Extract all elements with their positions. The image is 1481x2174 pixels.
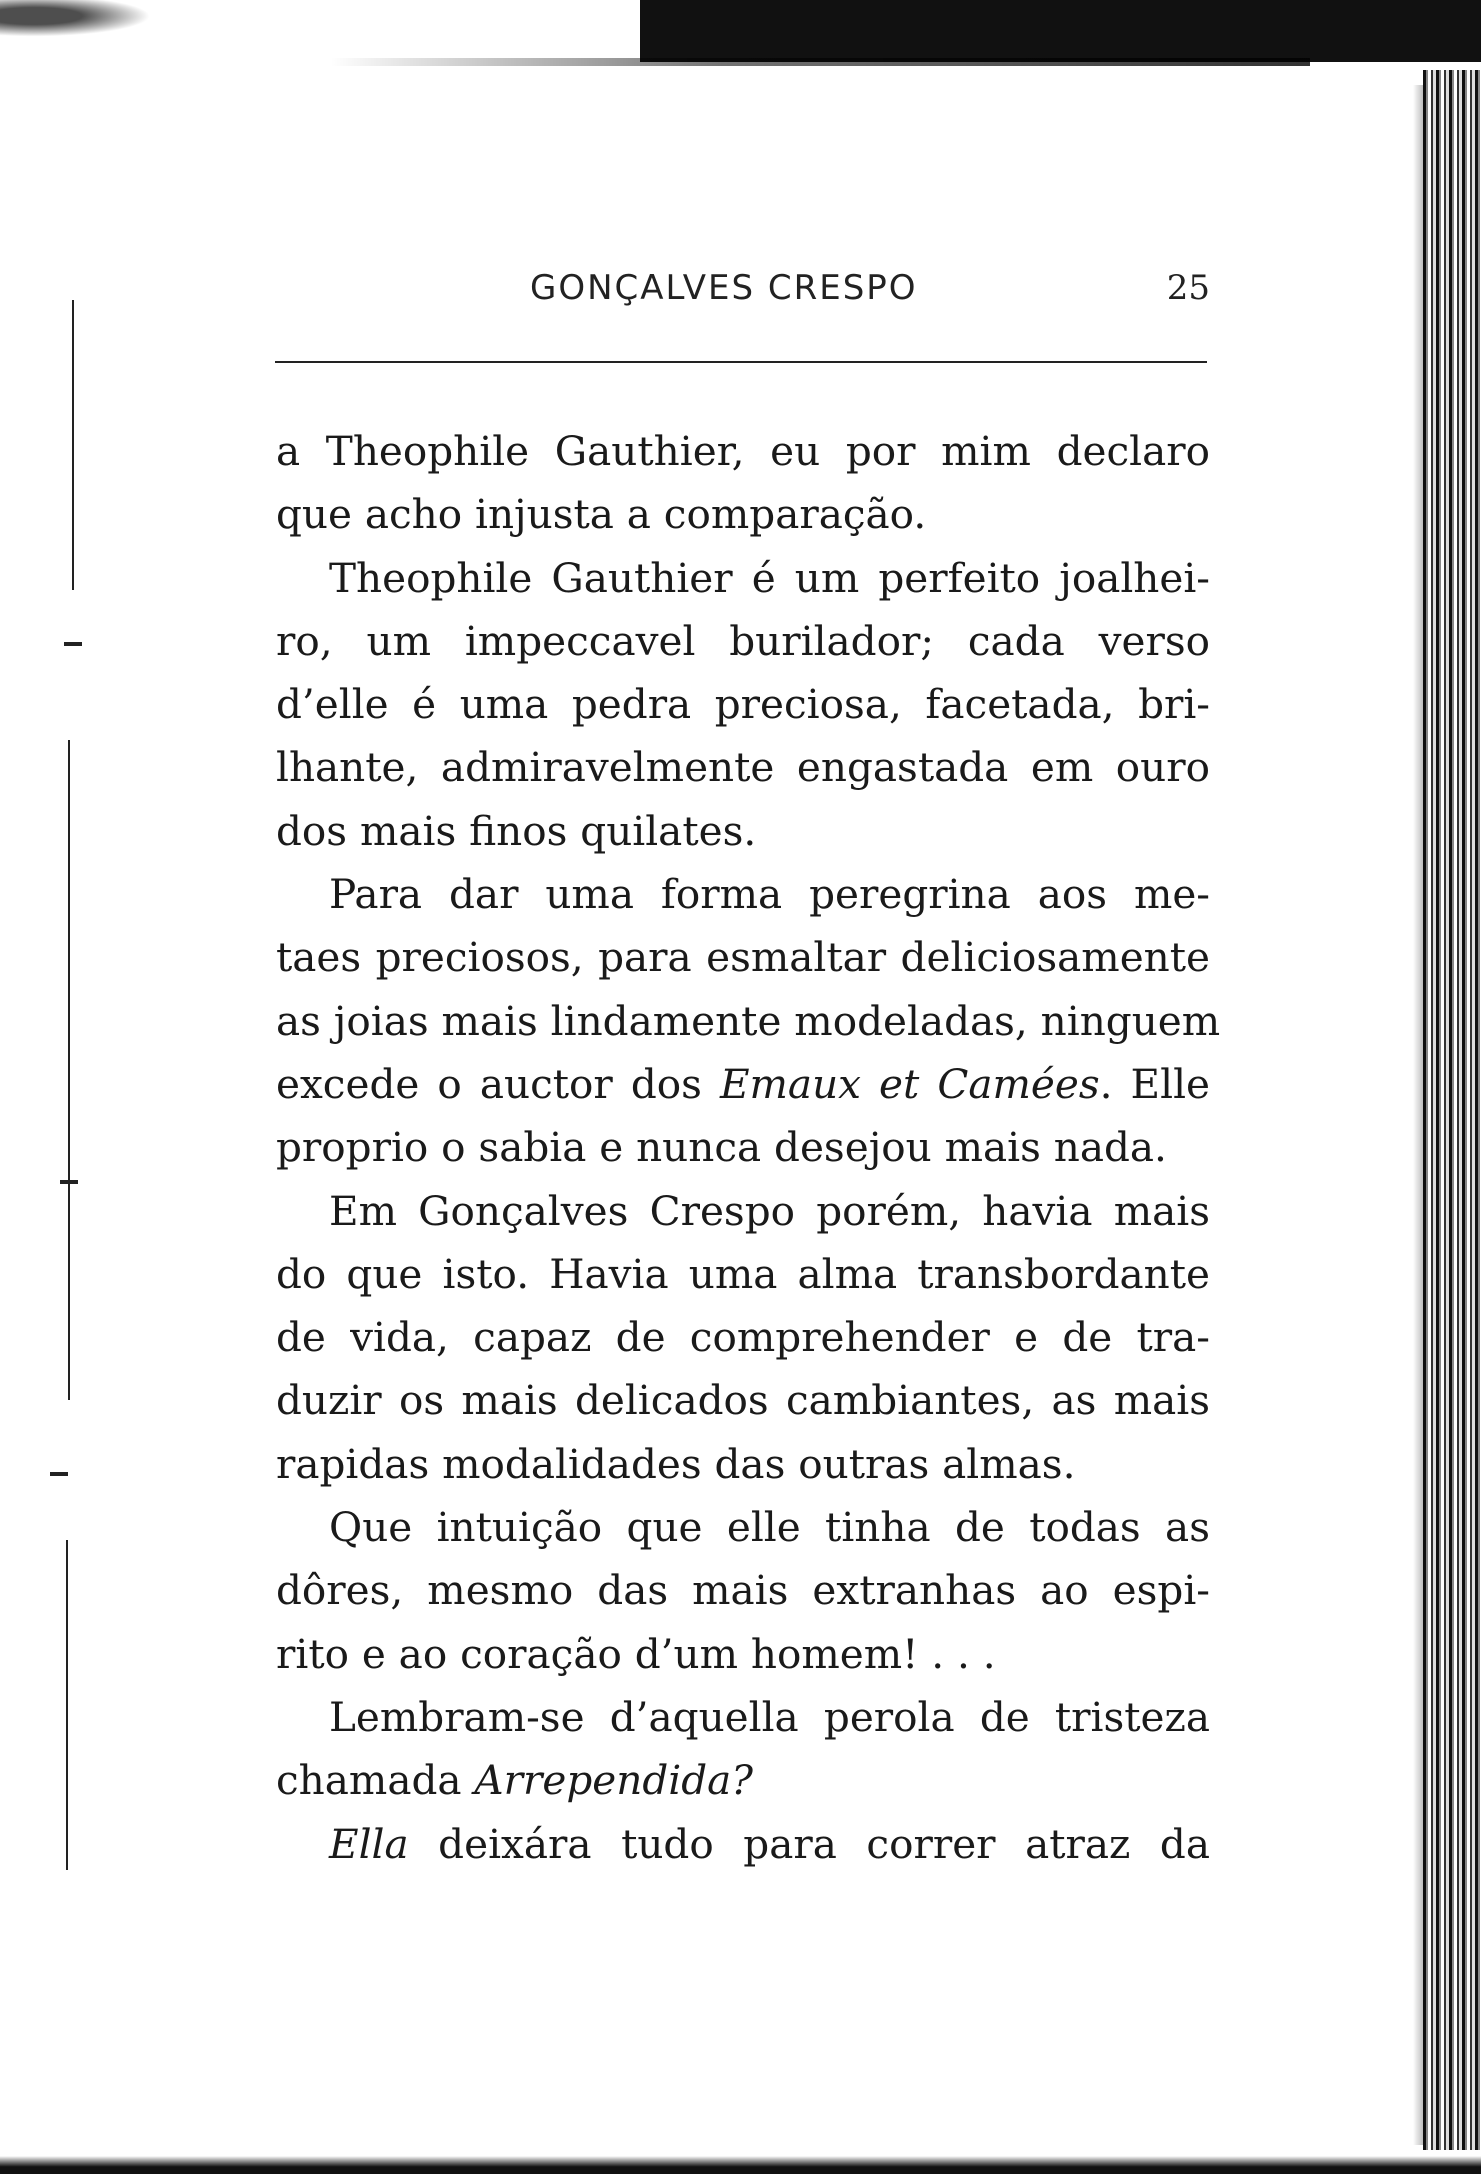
page-number: 25 (1166, 268, 1210, 308)
binding-mark (66, 1540, 68, 1870)
text-segment: dôres, mesmo das mais extranhas ao espi- (276, 1566, 1210, 1615)
text-segment: deixára tudo para correr atraz da (408, 1819, 1210, 1868)
text-segment: do que isto. Havia uma alma transbordante (276, 1249, 1210, 1298)
text-segment: dos mais finos quilates. (276, 806, 757, 855)
text-line (276, 420, 1210, 483)
header-rule (275, 361, 1207, 363)
text-segment: Lembram-se d’aquella perola de tristeza (329, 1692, 1210, 1741)
binding-mark (68, 740, 70, 1400)
binding-mark (72, 300, 74, 590)
text-line (276, 610, 1210, 673)
scan-right-shadow (1413, 85, 1423, 2145)
text-line (276, 1433, 1210, 1496)
text-segment: duzir os mais delicados cambiantes, as mais (276, 1376, 1210, 1425)
text-segment: d’elle é uma pedra preciosa, facetada, bri- (276, 680, 1210, 729)
text-line (276, 1623, 1210, 1686)
text-line (276, 1813, 1210, 1876)
scan-corner-smudge (0, 0, 170, 40)
text-line (276, 1686, 1210, 1749)
text-segment: Para dar uma forma peregrina aos me- (329, 870, 1210, 919)
text-segment: Theophile Gauthier é um perfeito joalhei- (329, 553, 1210, 602)
text-line (276, 547, 1210, 610)
scan-top-edge (640, 0, 1481, 62)
text-line (276, 863, 1210, 926)
scan-right-page-edges (1423, 70, 1481, 2150)
text-line (276, 926, 1210, 989)
text-line (276, 1306, 1210, 1369)
scan-bottom-edge (0, 2156, 1481, 2174)
text-segment: lhante, admiravelmente engastada em ouro (276, 743, 1210, 792)
italic-title: Arrependida? (474, 1756, 753, 1805)
binding-tick (64, 642, 82, 646)
body-text (276, 420, 1221, 1876)
running-title: GONÇALVES CRESPO (530, 268, 918, 308)
binding-tick (60, 1180, 78, 1184)
text-segment: rapidas modalidades das outras almas. (276, 1439, 1076, 1488)
text-segment: rito e ao coração d’um homem! . . . (276, 1629, 996, 1678)
text-line (276, 800, 1210, 863)
text-line (276, 1243, 1210, 1306)
italic-title: Emaux et Camées (719, 1059, 1100, 1108)
text-line (276, 673, 1210, 736)
text-line (276, 1496, 1210, 1559)
text-segment: proprio o sabia e nunca desejou mais nada. (276, 1123, 1167, 1172)
text-segment: ro, um impeccavel burilador; cada verso (276, 616, 1210, 665)
binding-tick (50, 1472, 68, 1476)
text-line (276, 1749, 1210, 1812)
text-segment: que acho injusta a comparação. (276, 490, 927, 539)
scan-top-edge-fade (330, 58, 1310, 66)
text-line (276, 736, 1210, 799)
text-line (276, 990, 1221, 1053)
text-segment: as joias mais lindamente modeladas, ninguem (276, 996, 1221, 1045)
text-line (276, 1116, 1210, 1179)
text-segment: chamada (276, 1756, 475, 1805)
text-segment: taes preciosos, para esmaltar deliciosamente (276, 933, 1210, 982)
italic-title: Ella (329, 1819, 409, 1868)
text-segment: Que intuição que elle tinha de todas as (329, 1503, 1210, 1552)
text-segment: a Theophile Gauthier, eu por mim declaro (276, 427, 1210, 475)
text-segment: . Elle (1099, 1059, 1210, 1108)
text-line (276, 1053, 1210, 1116)
text-line (276, 1369, 1210, 1432)
text-segment: excede o auctor dos (276, 1059, 720, 1108)
text-line (276, 483, 1210, 546)
running-header (280, 268, 1210, 318)
text-line (276, 1559, 1210, 1622)
text-segment: Em Gonçalves Crespo porém, havia mais (329, 1186, 1210, 1235)
text-segment: de vida, capaz de comprehender e de tra- (276, 1313, 1210, 1362)
text-line (276, 1180, 1210, 1243)
